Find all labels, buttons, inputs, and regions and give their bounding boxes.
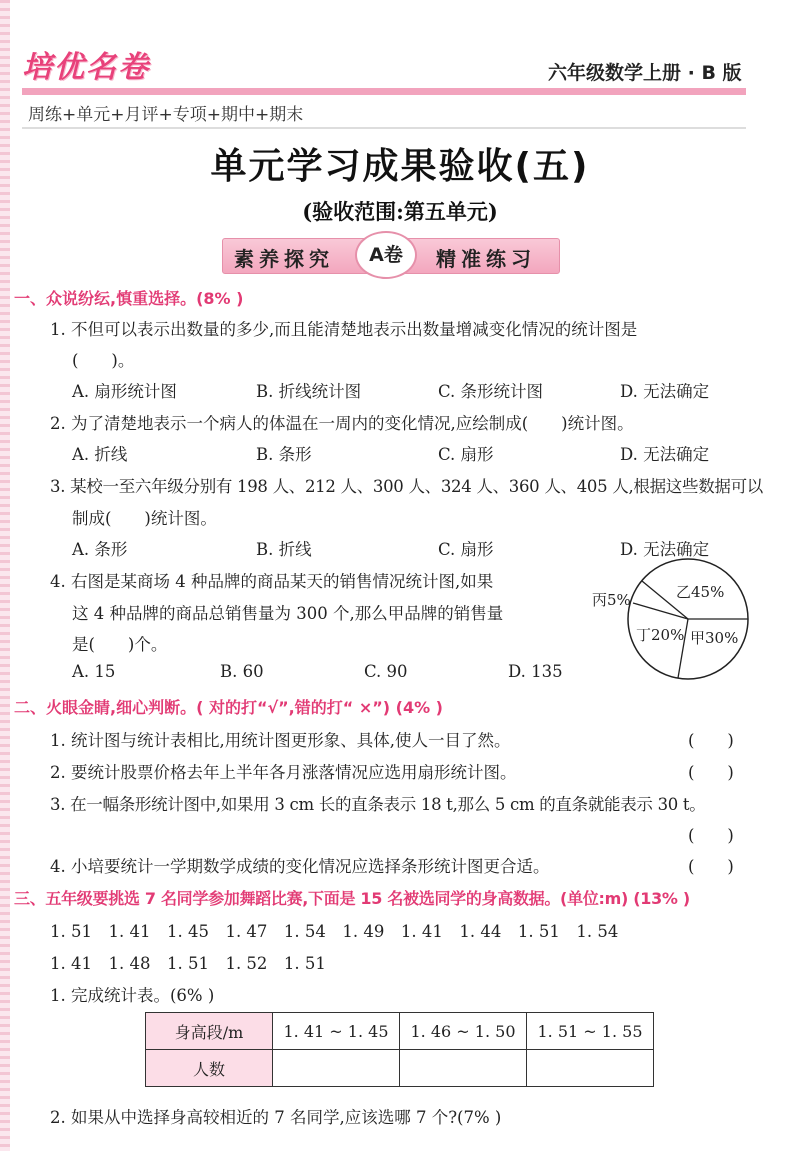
exam-scope: (验收范围:第五单元) — [302, 199, 498, 224]
pie-divider-ding-bing — [633, 603, 688, 619]
answer-cell[interactable] — [527, 1050, 654, 1087]
page-title: 单元学习成果验收(五) — [210, 146, 590, 187]
q4-text-cont2: 是( )个。 — [72, 635, 168, 654]
header-divider — [22, 88, 746, 95]
height-data-row-1: 1. 51 1. 41 1. 45 1. 47 1. 54 1. 49 1. 41 1. 44 1. 51 1. 54 — [50, 922, 619, 941]
pie-label-yi: 乙45% — [676, 583, 725, 601]
section-1-heading: 一、众说纷纭,慎重选择。(8% ) — [14, 289, 244, 308]
answer-cell[interactable] — [273, 1050, 400, 1087]
pie-label-bing: 丙5% — [592, 591, 631, 609]
q3-text-cont: 制成( )统计图。 — [72, 509, 217, 528]
q2-option-b[interactable]: B. 条形 — [256, 445, 312, 464]
q4-option-b[interactable]: B. 60 — [220, 662, 264, 681]
judge-bracket-2[interactable]: ( ) — [688, 763, 734, 782]
judge-bracket-1[interactable]: ( ) — [688, 731, 734, 750]
q3-option-b[interactable]: B. 折线 — [256, 540, 312, 559]
q2-option-a[interactable]: A. 折线 — [72, 445, 128, 464]
pie-label-jia: 甲30% — [690, 629, 739, 647]
table-row-label: 人数 — [146, 1050, 273, 1087]
table-row — [146, 1050, 654, 1087]
q1-text-cont: ( )。 — [72, 351, 135, 370]
q2-text: 2. 为了清楚地表示一个病人的体温在一周内的变化情况,应绘制成( )统计图。 — [50, 414, 634, 433]
table-header-cell: 1. 41 ~ 1. 45 — [273, 1013, 400, 1050]
height-tally-table — [145, 1012, 654, 1087]
judge-item-4: 4. 小培要统计一学期数学成绩的变化情况应选择条形统计图更合适。 — [50, 857, 550, 876]
section-3-heading: 三、五年级要挑选 7 名同学参加舞蹈比赛,下面是 15 名被选同学的身高数据。(单位:m) (13% ) — [14, 889, 690, 908]
banner-right-text: 精准练习 — [436, 247, 536, 271]
q3-option-d[interactable]: D. 无法确定 — [620, 540, 710, 559]
q4-option-c[interactable]: C. 90 — [364, 662, 408, 681]
q4-option-a[interactable]: A. 15 — [72, 662, 116, 681]
subline-divider — [22, 127, 746, 129]
banner-badge: A卷 — [355, 231, 417, 279]
banner-left-text: 素养探究 — [234, 247, 334, 271]
q4-text: 4. 右图是某商场 4 种品牌的商品某天的销售情况统计图,如果 — [50, 572, 494, 591]
q1-text: 1. 不但可以表示出数量的多少,而且能清楚地表示出数量增减变化情况的统计图是 — [50, 320, 638, 339]
q4-option-d[interactable]: D. 135 — [508, 662, 563, 681]
q1-option-b[interactable]: B. 折线统计图 — [256, 382, 362, 401]
judge-item-2: 2. 要统计股票价格去年上半年各月涨落情况应选用扇形统计图。 — [50, 763, 517, 782]
grade-label: 六年级数学上册 · B 版 — [548, 62, 742, 84]
table-header-cell: 1. 46 ~ 1. 50 — [400, 1013, 527, 1050]
sub-question-2: 2. 如果从中选择身高较相近的 7 名同学,应该选哪 7 个?(7% ) — [50, 1108, 502, 1127]
q4-text-cont: 这 4 种品牌的商品总销售量为 300 个,那么甲品牌的销售量 — [72, 604, 504, 623]
table-header-cell: 1. 51 ~ 1. 55 — [527, 1013, 654, 1050]
q3-option-c[interactable]: C. 扇形 — [438, 540, 494, 559]
pie-label-ding: 丁20% — [636, 626, 685, 644]
q2-option-d[interactable]: D. 无法确定 — [620, 445, 710, 464]
q1-option-c[interactable]: C. 条形统计图 — [438, 382, 544, 401]
judge-item-1: 1. 统计图与统计表相比,用统计图更形象、具体,使人一目了然。 — [50, 731, 511, 750]
table-header-cell: 身高段/m — [146, 1013, 273, 1050]
answer-cell[interactable] — [400, 1050, 527, 1087]
section-2-heading: 二、火眼金睛,细心判断。( 对的打“√”,错的打“ ×”) (4% ) — [14, 698, 443, 717]
judge-item-3: 3. 在一幅条形统计图中,如果用 3 cm 长的直条表示 18 t,那么 5 cm 的直条就能表示 30 t。 — [50, 795, 706, 814]
height-data-row-2: 1. 41 1. 48 1. 51 1. 52 1. 51 — [50, 954, 326, 973]
q3-text: 3. 某校一至六年级分别有 198 人、212 人、300 人、324 人、360 人、405 人,根据这些数据可以 — [50, 477, 764, 496]
q1-option-d[interactable]: D. 无法确定 — [620, 382, 710, 401]
judge-bracket-3[interactable]: ( ) — [688, 826, 734, 845]
q1-option-a[interactable]: A. 扇形统计图 — [72, 382, 177, 401]
q2-option-c[interactable]: C. 扇形 — [438, 445, 494, 464]
q3-option-a[interactable]: A. 条形 — [72, 540, 128, 559]
judge-bracket-4[interactable]: ( ) — [688, 857, 734, 876]
sub-question-1: 1. 完成统计表。(6% ) — [50, 986, 215, 1005]
brand-logo: 培优名卷 — [22, 50, 150, 85]
series-subline: 周练+单元+月评+专项+期中+期末 — [28, 105, 304, 125]
table-row — [146, 1013, 654, 1050]
pie-figure — [600, 556, 760, 686]
